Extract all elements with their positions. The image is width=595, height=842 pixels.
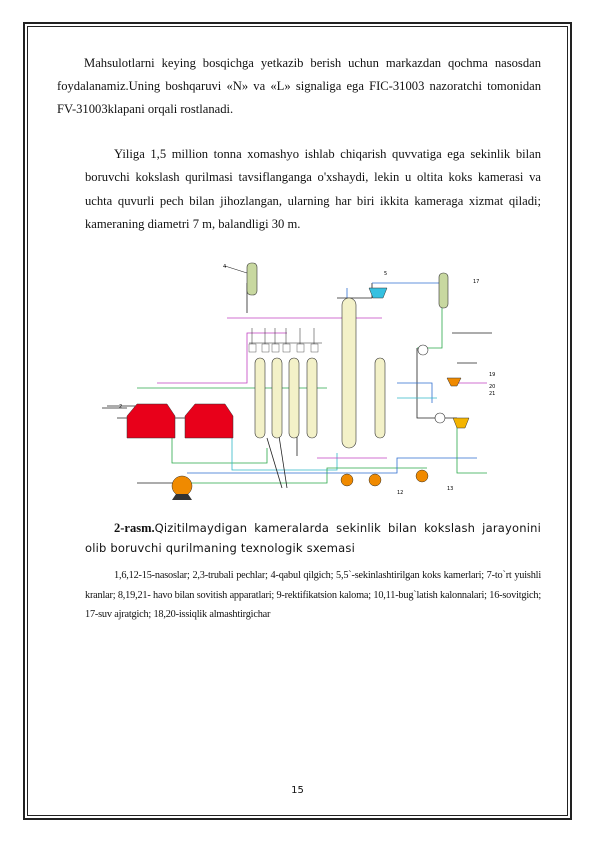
pump-13 bbox=[416, 470, 428, 482]
pump-1 bbox=[172, 476, 192, 496]
cooler-apparatus-21 bbox=[453, 418, 469, 428]
coke-chambers bbox=[249, 328, 322, 438]
figure-caption bbox=[85, 518, 541, 558]
label-4: 4 bbox=[223, 264, 227, 270]
cooler-apparatus-19 bbox=[447, 378, 461, 386]
pump-6 bbox=[341, 474, 353, 486]
svg-text:21: 21 bbox=[489, 391, 496, 397]
receiver-vessel-4 bbox=[247, 263, 257, 295]
stripping-column bbox=[375, 358, 385, 438]
svg-text:19: 19 bbox=[489, 372, 496, 378]
rectification-column-9 bbox=[342, 298, 356, 448]
figure-caption-label: 2-rasm. bbox=[114, 521, 155, 535]
heat-exchanger-20 bbox=[435, 413, 445, 423]
figure-legend: 1,6,12-15-nasoslar; 2,3-trubali pechlar; 4-qabul qilgich; 5,5`-sekinlashtirilgan koks kamerlari; 7-to`rt yuishli kranlar; 8,19,21- havo bilan sovitish apparatlari; 9-rektifikatsion kaloma; 10,11-bug`latish kalonnalari; 16-sovitgich; 17-suv ajratgich; 18,20-issiqlik almashtirgichar bbox=[85, 570, 541, 620]
process-flow-diagram bbox=[97, 258, 507, 503]
page-number: 15 bbox=[291, 785, 304, 796]
svg-text:20: 20 bbox=[489, 384, 496, 390]
svg-text:13: 13 bbox=[447, 486, 454, 492]
svg-text:5: 5 bbox=[384, 271, 388, 277]
heat-exchanger-18 bbox=[418, 345, 428, 355]
svg-text:12: 12 bbox=[397, 490, 404, 496]
tube-furnace-3 bbox=[185, 404, 233, 438]
separator-vessel bbox=[439, 273, 448, 308]
paragraph-coking-unit: Yiliga 1,5 million tonna xomashyo ishlab chiqarish quvvatiga ega sekinlik bilan boruvchi kokslash qurilmasi tavsiflanganga o'xshaydi, lekin u oltita koks kamerasi va uchta quvurli pech bilan jihozlangan, ularning har biri ikkita kameraga xizmat qiladi; kameraning diametri 7 m, balandligi 30 m. bbox=[85, 147, 541, 232]
pump-12 bbox=[369, 474, 381, 486]
svg-text:2: 2 bbox=[119, 404, 123, 410]
figure-caption-text: Qizitilmaydigan kameralarda sekinlik bilan kokslash jarayonini olib boruvchi qurilmaning texnologik sxemasi bbox=[85, 521, 541, 555]
svg-text:17: 17 bbox=[473, 279, 480, 285]
paragraph-pump-control: Mahsulotlarni keying bosqichga yetkazib berish uchun markazdan qochma nasosdan foydalanamiz.Uning boshqaruvi «N» va «L» signaliga ega FIC-31003 nazoratchi tomonidan FV-31003klapani orqali rostlanadi. bbox=[57, 56, 541, 116]
tube-furnace-2 bbox=[127, 404, 175, 438]
